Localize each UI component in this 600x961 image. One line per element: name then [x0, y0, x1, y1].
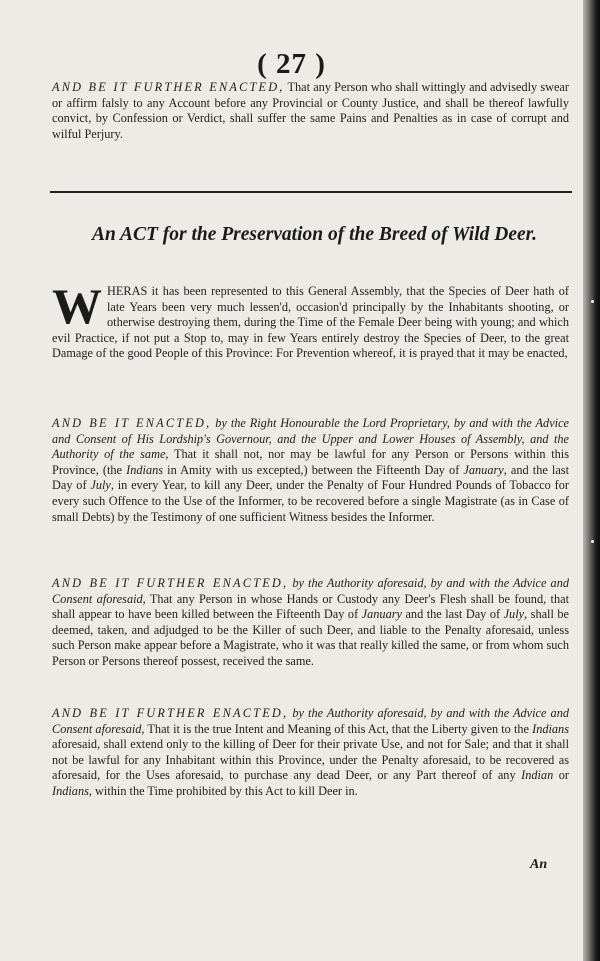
preamble-text: HERAS it has been represented to this General Assembly, that the Species of Deer hath of late Years been very much lessen'd, occasion'd principally by the Inhabitants shooting, or otherwise destroying them, during the Time of the Female Deer being with young; and which evil Practice, if not put a Stop to, may in few Years entirely destroy the Species of Deer, to the great Damage of the good People of this Province: For Prevention whereof, it is prayed that it may be enacted,	[52, 284, 569, 361]
section-text: aforesaid, shall extend only to the killing of Deer for their private Use, and not for Sale; and that it shall not be lawful for any Inhabitant within this Province, under the Penalty aforesaid, to be recovered as aforesaid, for the Uses aforesaid, to purchase any dead Deer, or any Part thereof of any	[52, 737, 569, 783]
section-text: in Amity with us excepted,) between the Fifteenth Day of	[163, 462, 464, 477]
section-text: , and the last Day of	[52, 462, 569, 493]
italic-term: Indian	[521, 768, 554, 783]
section-text: , shall be deemed, taken, and adjudged to be the Killer of such Deer, and liable to the Penalty aforesaid, unless such Person make appear before a Magistrate, who it was that really killed the same, or from whom such Person or Persons thereof possest, received the same.	[52, 607, 569, 668]
italic-term: Indians	[126, 462, 164, 477]
section-text: That it is the true Intent and Meaning of this Act, that the Liberty given to the	[144, 721, 533, 736]
act-title: An ACT for the Preservation of the Breed of Wild Deer.	[91, 224, 538, 245]
section-enacted	[52, 416, 569, 525]
section-authority: by the Right Honourable the Lord Proprietary, by and with the Advice and Consent of His Lordship's Governour, and the Upper and Lower Houses of Assembly, and the Authority of the same,	[52, 416, 569, 462]
italic-term: Indians	[52, 783, 89, 798]
section-indians-liberty	[52, 706, 569, 800]
section-divider	[50, 191, 572, 193]
binding-speck	[591, 540, 594, 543]
section-authority: by the Authority aforesaid, by and with the Advice and Consent aforesaid,	[52, 576, 570, 606]
page-number: ( 27 )	[257, 48, 326, 80]
section-text: That it shall not, nor may be lawful for any Person or Persons within this Province, (the	[52, 447, 569, 477]
section-lead: AND BE IT ENACTED,	[52, 416, 212, 430]
section-text: , in every Year, to kill any Deer, under the Penalty of Four Hundred Pounds of Tobacco for every such Offence to the Use of the Informer, to be recovered before a single Magistrate (as in Case of small Debts) by the Testimony of one sufficient Witness besides the Informer.	[52, 478, 569, 524]
italic-term: Indians	[532, 721, 569, 736]
italic-term: January	[361, 607, 402, 622]
drop-cap: W	[52, 278, 102, 334]
italic-term: July	[503, 607, 525, 622]
binding-speck	[591, 300, 594, 303]
italic-term: July	[90, 478, 111, 493]
catchword: An	[530, 857, 548, 872]
book-gutter	[583, 0, 600, 961]
section-text: , within the Time prohibited by this Act to kill Deer in.	[88, 783, 358, 798]
preamble	[52, 278, 569, 362]
section-deer-flesh	[52, 576, 569, 670]
italic-term: January	[463, 462, 504, 477]
section-lead: AND BE IT FURTHER ENACTED,	[52, 80, 285, 94]
section-text: and the last Day of	[401, 607, 504, 622]
section-text: That any Person who shall wittingly and advisedly swear or affirm falsly to any Account before any Provincial or County Justice, and shall be thereof lawfully convict, by Confession or Verdict, shall suffer the same Pains and Penalties as in case of corrupt and wilful Perjury.	[52, 80, 569, 141]
section-authority: by the Authority aforesaid, by and with the Advice and Consent aforesaid,	[52, 706, 570, 736]
section-lead: AND BE IT FURTHER ENACTED,	[52, 706, 289, 720]
section-lead: AND BE IT FURTHER ENACTED,	[52, 576, 289, 590]
section-text: or	[553, 768, 569, 783]
section-perjury	[52, 80, 569, 142]
section-text: That any Person in whose Hands or Custody any Deer's Flesh shall be found, that shall appear to have been killed between the Fifteenth Day of	[52, 591, 569, 622]
